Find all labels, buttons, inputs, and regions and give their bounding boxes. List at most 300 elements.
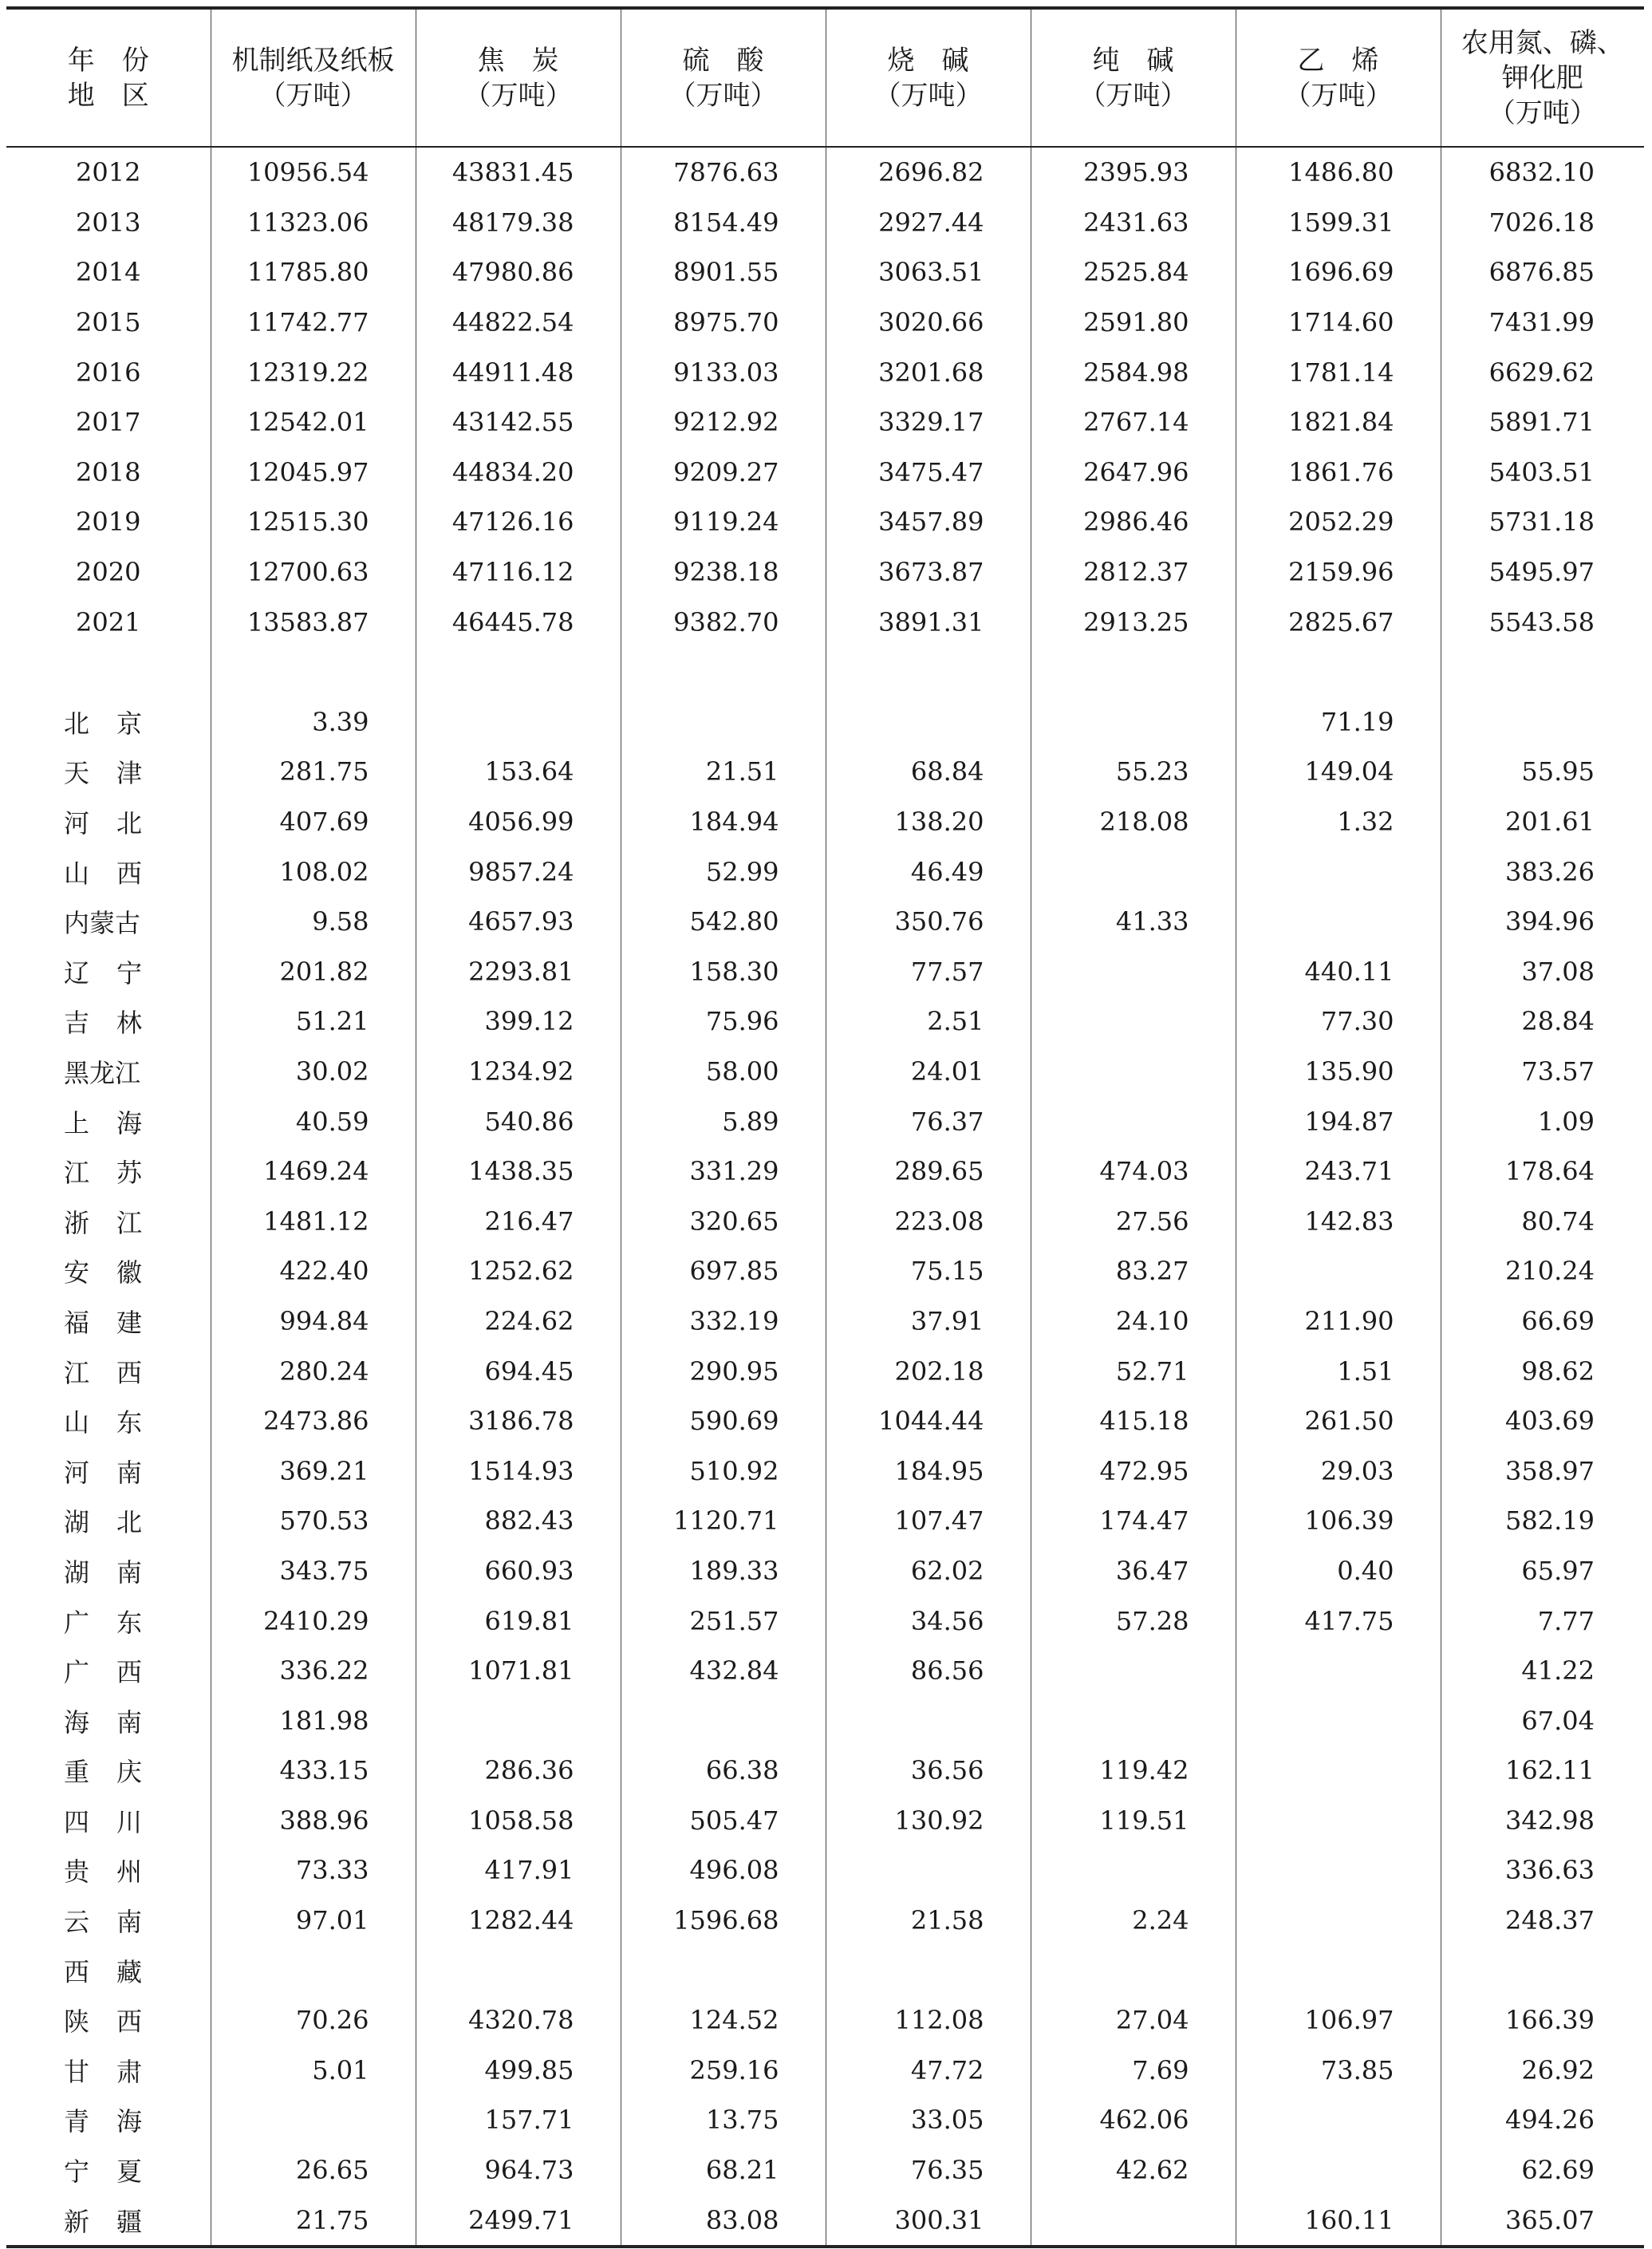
value-cell: 9133.03 [621,347,826,397]
value-cell: 162.11 [1441,1746,1644,1796]
value-cell: 184.95 [826,1446,1031,1496]
region-row [6,1346,1644,1396]
value-cell: 422.40 [211,1246,416,1296]
spacer-cell [416,647,621,697]
column-header-line: （万吨） [1488,97,1597,129]
value-cell: 3063.51 [826,247,1031,298]
value-cell: 119.51 [1031,1796,1236,1846]
region-label: 吉林 [64,1008,170,1039]
year-row [6,397,1644,448]
value-cell [1236,1746,1441,1796]
value-cell: 65.97 [1441,1546,1644,1596]
value-cell: 1120.71 [621,1496,826,1546]
value-cell: 62.02 [826,1546,1031,1596]
value-cell: 7876.63 [621,147,826,198]
column-header [211,8,416,147]
value-cell: 499.85 [416,2046,621,2096]
region-row [6,1096,1644,1146]
value-cell: 1781.14 [1236,347,1441,397]
spacer-cell [1236,647,1441,697]
year-label: 2016 [76,357,141,388]
value-cell: 2499.71 [416,2195,621,2247]
value-cell: 2927.44 [826,198,1031,248]
year-label: 2013 [76,207,141,238]
value-cell [826,1945,1031,1995]
value-cell: 261.50 [1236,1396,1441,1446]
value-cell: 2825.67 [1236,597,1441,647]
value-cell [1236,846,1441,897]
region-label: 黑龙江 [64,1057,141,1088]
value-cell: 218.08 [1031,797,1236,847]
value-cell: 37.91 [826,1296,1031,1347]
value-cell: 47126.16 [416,497,621,547]
region-label: 江苏 [64,1158,170,1189]
value-cell: 201.61 [1441,797,1644,847]
value-cell: 281.75 [211,747,416,797]
value-cell: 9209.27 [621,448,826,498]
value-cell [1031,1945,1236,1995]
value-cell: 83.27 [1031,1246,1236,1296]
year-row [6,247,1644,298]
column-header [621,8,826,147]
value-cell: 505.47 [621,1796,826,1846]
value-cell: 66.69 [1441,1296,1644,1347]
region-row [6,1646,1644,1696]
value-cell: 358.97 [1441,1446,1644,1496]
value-cell: 47.72 [826,2046,1031,2096]
value-cell: 6629.62 [1441,347,1644,397]
region-label: 甘肃 [64,2056,170,2087]
value-cell: 2812.37 [1031,547,1236,598]
value-cell: 1861.76 [1236,448,1441,498]
value-cell: 474.03 [1031,1146,1236,1197]
value-cell: 4320.78 [416,1995,621,2046]
value-cell: 882.43 [416,1496,621,1546]
value-cell: 46445.78 [416,597,621,647]
value-cell: 66.38 [621,1746,826,1796]
value-cell: 34.56 [826,1596,1031,1646]
value-cell: 44834.20 [416,448,621,498]
region-label: 河南 [64,1457,170,1488]
value-cell: 33.05 [826,2095,1031,2145]
region-label: 海南 [64,1706,170,1738]
value-cell: 7026.18 [1441,198,1644,248]
value-cell: 407.69 [211,797,416,847]
region-label: 上海 [64,1107,170,1138]
region-row [6,1695,1644,1746]
spacer-cell [826,647,1031,697]
value-cell: 9857.24 [416,846,621,897]
value-cell: 27.56 [1031,1196,1236,1246]
value-cell: 3329.17 [826,397,1031,448]
value-cell: 184.94 [621,797,826,847]
value-cell: 57.28 [1031,1596,1236,1646]
value-cell: 336.63 [1441,1845,1644,1896]
value-cell: 542.80 [621,897,826,947]
header-stub [6,8,211,147]
value-cell: 590.69 [621,1396,826,1446]
value-cell: 320.65 [621,1196,826,1246]
value-cell: 58.00 [621,1047,826,1097]
value-cell: 7431.99 [1441,298,1644,348]
value-cell: 286.36 [416,1746,621,1796]
value-cell: 142.83 [1236,1196,1441,1246]
value-cell: 13.75 [621,2095,826,2145]
year-label: 2015 [76,307,141,338]
year-row [6,298,1644,348]
spacer-cell [1441,647,1644,697]
value-cell: 46.49 [826,846,1031,897]
year-label: 2014 [76,257,141,288]
value-cell: 1234.92 [416,1047,621,1097]
year-row [6,597,1644,647]
value-cell: 660.93 [416,1546,621,1596]
value-cell: 30.02 [211,1047,416,1097]
value-cell: 243.71 [1236,1146,1441,1197]
value-cell: 107.47 [826,1496,1031,1546]
value-cell: 1438.35 [416,1146,621,1197]
value-cell: 494.26 [1441,2095,1644,2145]
year-row [6,497,1644,547]
value-cell [826,1695,1031,1746]
column-header-line: （万吨） [1078,79,1188,112]
value-cell: 332.19 [621,1296,826,1347]
value-cell: 174.47 [1031,1496,1236,1546]
value-cell: 5403.51 [1441,448,1644,498]
value-cell [1031,996,1236,1047]
column-header-line: （万吨） [668,79,778,112]
spacer-cell [6,647,211,697]
year-label: 2021 [76,606,141,637]
value-cell: 290.95 [621,1346,826,1396]
value-cell: 248.37 [1441,1896,1644,1946]
column-header-line: 乙 烯 [1297,44,1379,77]
year-label: 2019 [76,507,141,538]
value-cell: 11323.06 [211,198,416,248]
value-cell: 1282.44 [416,1896,621,1946]
value-cell [1236,1246,1441,1296]
value-cell: 40.59 [211,1096,416,1146]
value-cell: 201.82 [211,947,416,997]
production-statistics-table [6,6,1644,2248]
value-cell: 1599.31 [1236,198,1441,248]
value-cell: 26.65 [211,2145,416,2196]
region-label: 安徽 [64,1257,170,1288]
value-cell: 158.30 [621,947,826,997]
value-cell: 6876.85 [1441,247,1644,298]
column-header [1031,8,1236,147]
year-row [6,198,1644,248]
value-cell: 394.96 [1441,897,1644,947]
value-cell [1236,1796,1441,1846]
value-cell: 8154.49 [621,198,826,248]
value-cell [621,1945,826,1995]
value-cell: 21.51 [621,747,826,797]
value-cell: 119.42 [1031,1746,1236,1796]
value-cell [416,1945,621,1995]
value-cell: 71.19 [1236,697,1441,748]
value-cell: 189.33 [621,1546,826,1596]
value-cell: 462.06 [1031,2095,1236,2145]
region-row [6,2195,1644,2247]
region-label: 湖北 [64,1507,170,1538]
value-cell: 3186.78 [416,1396,621,1446]
region-row [6,2046,1644,2096]
value-cell: 12515.30 [211,497,416,547]
region-row [6,846,1644,897]
value-cell: 1469.24 [211,1146,416,1197]
value-cell [1031,1646,1236,1696]
column-header-line: 农用氮、磷、 [1461,26,1624,59]
value-cell: 5.89 [621,1096,826,1146]
value-cell: 3475.47 [826,448,1031,498]
value-cell: 135.90 [1236,1047,1441,1097]
value-cell [1031,1695,1236,1746]
value-cell: 112.08 [826,1995,1031,2046]
region-label: 湖南 [64,1557,170,1588]
value-cell: 68.84 [826,747,1031,797]
value-cell: 2293.81 [416,947,621,997]
value-cell: 9212.92 [621,397,826,448]
value-cell: 80.74 [1441,1196,1644,1246]
value-cell: 331.29 [621,1146,826,1197]
region-label: 北京 [64,708,170,739]
value-cell: 62.69 [1441,2145,1644,2196]
value-cell: 10956.54 [211,147,416,198]
value-cell: 43831.45 [416,147,621,198]
value-cell: 210.24 [1441,1246,1644,1296]
value-cell: 223.08 [826,1196,1031,1246]
region-row [6,2145,1644,2196]
value-cell: 12045.97 [211,448,416,498]
column-header [826,8,1031,147]
value-cell: 0.40 [1236,1546,1441,1596]
value-cell: 86.56 [826,1646,1031,1696]
value-cell [1031,697,1236,748]
column-header-line: （万吨） [258,79,368,112]
region-row [6,697,1644,748]
value-cell: 403.69 [1441,1396,1644,1446]
value-cell: 2.24 [1031,1896,1236,1946]
value-cell: 70.26 [211,1995,416,2046]
region-label: 重庆 [64,1757,170,1788]
value-cell: 1.32 [1236,797,1441,847]
value-cell [621,697,826,748]
value-cell: 26.92 [1441,2046,1644,2096]
year-row [6,147,1644,198]
column-header [416,8,621,147]
value-cell: 202.18 [826,1346,1031,1396]
value-cell: 1252.62 [416,1246,621,1296]
value-cell [211,2095,416,2145]
value-cell: 342.98 [1441,1796,1644,1846]
value-cell: 2525.84 [1031,247,1236,298]
value-cell: 350.76 [826,897,1031,947]
value-cell: 3020.66 [826,298,1031,348]
value-cell: 388.96 [211,1796,416,1846]
value-cell: 300.31 [826,2195,1031,2247]
region-label: 山西 [64,858,170,889]
region-row [6,797,1644,847]
year-row [6,448,1644,498]
region-row [6,1546,1644,1596]
column-header [1441,8,1644,147]
value-cell: 3201.68 [826,347,1031,397]
region-row [6,1796,1644,1846]
value-cell [1031,1047,1236,1097]
value-cell: 5543.58 [1441,597,1644,647]
value-cell: 75.96 [621,996,826,1047]
value-cell: 24.10 [1031,1296,1236,1347]
value-cell: 194.87 [1236,1096,1441,1146]
value-cell: 149.04 [1236,747,1441,797]
value-cell [1031,846,1236,897]
column-header-line: 烧 碱 [887,44,969,77]
value-cell [1236,1945,1441,1995]
value-cell: 2159.96 [1236,547,1441,598]
value-cell: 98.62 [1441,1346,1644,1396]
value-cell: 433.15 [211,1746,416,1796]
value-cell [1236,1896,1441,1946]
value-cell: 415.18 [1031,1396,1236,1446]
value-cell: 178.64 [1441,1146,1644,1197]
value-cell: 12319.22 [211,347,416,397]
value-cell: 1.09 [1441,1096,1644,1146]
value-cell: 76.37 [826,1096,1031,1146]
value-cell [1236,2145,1441,2196]
value-cell: 540.86 [416,1096,621,1146]
region-label: 内蒙古 [64,908,141,939]
value-cell: 2410.29 [211,1596,416,1646]
column-header-line: （万吨） [1283,79,1393,112]
value-cell: 417.91 [416,1845,621,1896]
value-cell: 166.39 [1441,1995,1644,2046]
column-header [1236,8,1441,147]
spacer-cell [211,647,416,697]
value-cell: 52.99 [621,846,826,897]
value-cell: 619.81 [416,1596,621,1646]
value-cell: 440.11 [1236,947,1441,997]
table-body [6,147,1644,2247]
value-cell: 2584.98 [1031,347,1236,397]
value-cell [211,1945,416,1995]
region-label: 河北 [64,808,170,839]
value-cell: 12542.01 [211,397,416,448]
region-label: 福建 [64,1307,170,1338]
value-cell: 3891.31 [826,597,1031,647]
region-row [6,1446,1644,1496]
value-cell: 5495.97 [1441,547,1644,598]
value-cell: 383.26 [1441,846,1644,897]
value-cell: 55.23 [1031,747,1236,797]
value-cell: 11785.80 [211,247,416,298]
year-label: 2017 [76,407,141,438]
value-cell [1236,897,1441,947]
value-cell: 36.47 [1031,1546,1236,1596]
value-cell: 2767.14 [1031,397,1236,448]
value-cell: 211.90 [1236,1296,1441,1347]
region-label: 云南 [64,1907,170,1938]
value-cell: 216.47 [416,1196,621,1246]
spacer-cell [621,647,826,697]
region-row [6,2095,1644,2145]
region-label: 青海 [64,2106,170,2137]
value-cell: 1514.93 [416,1446,621,1496]
value-cell: 73.57 [1441,1047,1644,1097]
column-header-line: 钾化肥 [1501,61,1583,94]
value-cell: 36.56 [826,1746,1031,1796]
value-cell [826,1845,1031,1896]
value-cell: 5731.18 [1441,497,1644,547]
value-cell: 106.39 [1236,1496,1441,1546]
value-cell: 124.52 [621,1995,826,2046]
value-cell: 153.64 [416,747,621,797]
column-header-line: 机制纸及纸板 [231,44,395,77]
value-cell: 130.92 [826,1796,1031,1846]
region-row [6,1496,1644,1546]
region-label: 四川 [64,1806,170,1837]
value-cell: 3457.89 [826,497,1031,547]
value-cell: 1071.81 [416,1646,621,1696]
value-cell: 1044.44 [826,1396,1031,1446]
value-cell: 2052.29 [1236,497,1441,547]
value-cell [416,1695,621,1746]
region-row [6,947,1644,997]
value-cell: 251.57 [621,1596,826,1646]
value-cell: 106.97 [1236,1995,1441,2046]
value-cell: 2986.46 [1031,497,1236,547]
header-row [6,8,1644,147]
region-label: 浙江 [64,1207,170,1238]
region-row [6,1945,1644,1995]
value-cell: 9382.70 [621,597,826,647]
region-label: 宁夏 [64,2156,170,2188]
value-cell: 2913.25 [1031,597,1236,647]
value-cell: 13583.87 [211,597,416,647]
region-label: 陕西 [64,2006,170,2038]
value-cell [1236,1646,1441,1696]
value-cell: 8901.55 [621,247,826,298]
value-cell: 160.11 [1236,2195,1441,2247]
value-cell: 1696.69 [1236,247,1441,298]
value-cell: 2696.82 [826,147,1031,198]
value-cell: 1058.58 [416,1796,621,1846]
region-label: 贵州 [64,1856,170,1888]
value-cell: 510.92 [621,1446,826,1496]
value-cell: 336.22 [211,1646,416,1696]
region-row [6,1047,1644,1097]
column-header-line: 焦 炭 [477,44,559,77]
value-cell: 2647.96 [1031,448,1236,498]
value-cell: 570.53 [211,1496,416,1546]
value-cell: 157.71 [416,2095,621,2145]
value-cell [1031,1096,1236,1146]
value-cell: 181.98 [211,1695,416,1746]
region-row [6,996,1644,1047]
value-cell: 138.20 [826,797,1031,847]
header-stub-line: 年 份 [67,44,149,77]
value-cell: 3673.87 [826,547,1031,598]
value-cell [1236,1845,1441,1896]
value-cell [416,697,621,748]
value-cell: 76.35 [826,2145,1031,2196]
value-cell: 224.62 [416,1296,621,1347]
value-cell: 365.07 [1441,2195,1644,2247]
value-cell: 5.01 [211,2046,416,2096]
year-label: 2018 [76,456,141,487]
value-cell: 7.77 [1441,1596,1644,1646]
value-cell: 21.58 [826,1896,1031,1946]
